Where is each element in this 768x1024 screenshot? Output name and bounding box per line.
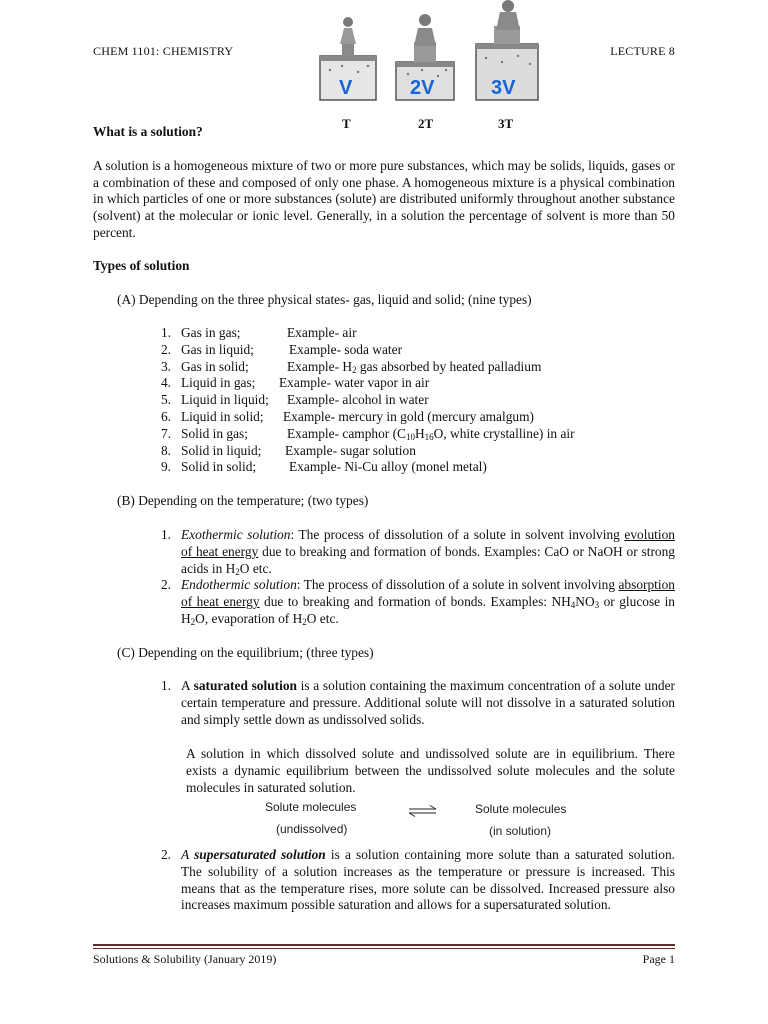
list-item: 2. Gas in liquid; Example- soda water: [160, 341, 403, 357]
section-title-what-is-solution: What is a solution?: [93, 124, 203, 139]
solute-undissolved-sub: (undissolved): [276, 822, 348, 836]
list-item: 3. Gas in solid; Example- $H_2$ gas absorbed by heated palladium: [160, 358, 542, 375]
supersaturated-item: 2. A supersaturated solution is a solution containing more solute than a saturated solution. The solubility of a solution increases as the temperature or pressure is increased. This means that as the temperature rises, more solute can be dissolved. Increased pressure also increases maximum possible saturation and allows for a supersaturated solution.: [160, 847, 675, 913]
solution-definition-paragraph: A solution is a homogeneous mixture of two or more pure substances, which may be solids, liquids, gases or a combination of these and composed of only one phase. A homogeneous mixture is a physical combination in which particles of one or more substances (solute) are distributed uniformly throughout another substance (solvent) at the molecular or ionic level. Generally, in a solution the percentage of solvent is more than 50 percent.: [93, 158, 675, 240]
list-item-exothermic: 1. Exothermic solution: The process of dissolution of a solute in solvent involving evolution of heat energy due to breaking and formation of bonds. Examples: CaO or NaOH or strong acids in $H_2O$ etc.: [160, 527, 676, 577]
saturated-equilibrium-paragraph: A solution in which dissolved solute and undissolved solute are in equilibrium. There exists a dynamic equilibrium between the undissolved solute molecules and the solute molecules in saturated solution.: [186, 746, 675, 795]
page-number: Page 1: [642, 952, 675, 966]
group-c-heading: (C) Depending on the equilibrium; (three types): [117, 645, 374, 660]
list-item: 6. Liquid in solid; Example- mercury in gold (mercury amalgum): [160, 408, 534, 424]
volume-label-v: V: [339, 77, 353, 99]
temp-label-3t: 3T: [498, 116, 514, 131]
equilibrium-arrows-icon: [408, 805, 438, 821]
footer-title: Solutions & Solubility (January 2019): [93, 952, 277, 966]
footer-rule-thin: [93, 948, 675, 949]
physical-states-list: [150, 325, 670, 476]
section-title-types: Types of solution: [93, 258, 190, 273]
list-item-endothermic: 2. Endothermic solution: The process of dissolution of a solute in solvent involving absorption of heat energy due to breaking and formation of bonds. Examples: $NH_4NO_3$ or glucose in $H_2O$, evaporation of $H_2O$ etc.: [160, 577, 675, 627]
volume-label-3v: 3V: [491, 77, 516, 99]
temp-label-t: T: [342, 116, 351, 131]
group-a-heading: (A) Depending on the three physical states- gas, liquid and solid; (nine types): [117, 292, 532, 307]
list-item: 4. Liquid in gas; Example- water vapor in air: [160, 375, 430, 391]
solute-in-solution-sub: (in solution): [489, 824, 552, 838]
list-item: 1. Gas in gas; Example- air: [160, 325, 357, 340]
temp-label-2t: 2T: [418, 116, 434, 131]
group-b-heading: (B) Depending on the temperature; (two types): [117, 493, 369, 508]
list-item: 5. Liquid in liquid; Example- alcohol in water: [160, 392, 429, 408]
solute-undissolved-label: Solute molecules: [265, 800, 357, 814]
solute-in-solution-label: Solute molecules: [475, 802, 567, 816]
temperature-list: [150, 527, 675, 628]
volume-label-2v: 2V: [410, 77, 435, 99]
list-item: 9. Solid in solid; Example- Ni-Cu alloy (monel metal): [160, 459, 487, 475]
list-item: 8. Solid in liquid; Example- sugar solution: [160, 442, 416, 458]
list-item: 7. Solid in gas; Example- camphor ($C_{10}H_{16}O$, white crystalline) in air: [160, 425, 575, 442]
footer-rule: [93, 944, 675, 946]
course-header: CHEM 1101: CHEMISTRY: [93, 44, 234, 58]
lecture-header: LECTURE 8: [610, 44, 675, 58]
saturated-item: 1. A saturated solution is a solution containing the maximum concentration of a solute under certain temperature and pressure. Additional solute will not dissolve in a saturated solution and simply settle down as undissolved solids.: [160, 678, 676, 727]
